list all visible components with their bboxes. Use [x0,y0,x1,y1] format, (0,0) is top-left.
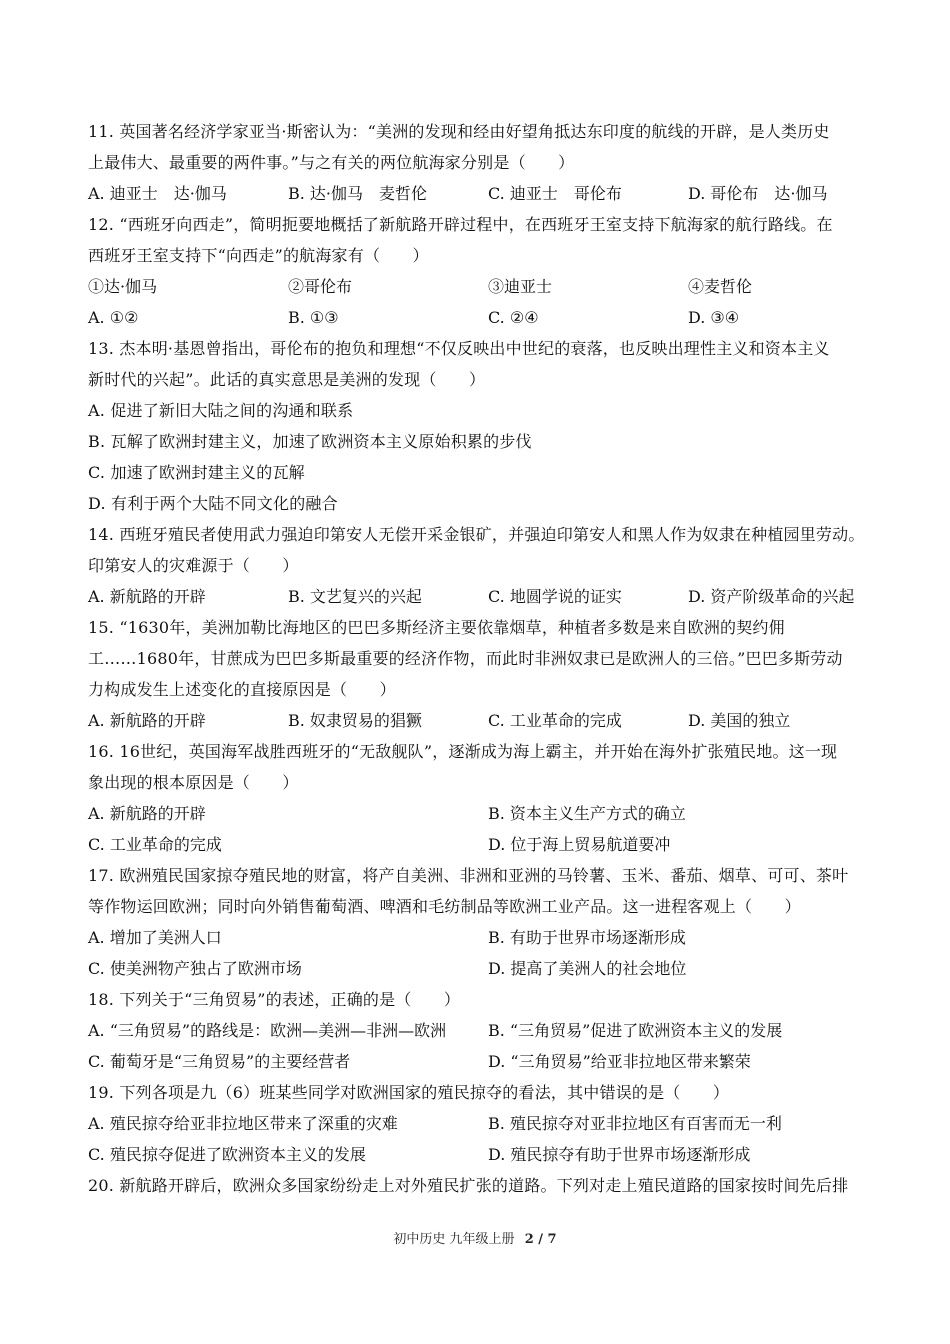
option-b: B. 殖民掠夺对亚非拉地区有百害而无一利 [488,1114,782,1133]
item-4: ④麦哲伦 [688,277,753,296]
option-d: D. 资产阶级革命的兴起 [688,587,855,606]
option-c: C. 加速了欧洲封建主义的瓦解 [88,463,305,482]
option-a: A. 迪亚士 达·伽马 [88,184,227,203]
option-row [88,302,878,333]
option-row [88,922,878,953]
question-19 [88,1077,878,1170]
item-2: ②哥伦布 [288,277,353,296]
option-d: D. 殖民掠夺有助于世界市场逐渐形成 [488,1145,751,1164]
option-row [88,1139,878,1170]
option-b: B. 奴隶贸易的猖獗 [288,711,422,730]
option-a: A. 增加了美洲人口 [88,928,222,947]
question-20 [88,1170,878,1201]
footer-title: 初中历史 九年级上册 [393,1232,515,1247]
question-11 [88,116,878,209]
option-row [88,1015,878,1046]
question-stem: 象出现的根本原因是（ ） [88,773,299,792]
option-c: C. ②④ [488,308,539,327]
option-b: B. 有助于世界市场逐渐形成 [488,928,686,947]
question-stem: 20. 新航路开辟后，欧洲众多国家纷纷走上对外殖民扩张的道路。下列对走上殖民道路的国家按时间先后排 [88,1176,849,1195]
option-a: A. 新航路的开辟 [88,587,206,606]
option-b: B. 瓦解了欧洲封建主义，加速了欧洲资本主义原始积累的步伐 [88,432,532,451]
question-stem: 18. 下列关于“三角贸易”的表述，正确的是（ ） [88,990,461,1009]
page-number: 2 / 7 [524,1232,557,1247]
question-stem: 13. 杰本明·基恩曾指出，哥伦布的抱负和理想“不仅反映出中世纪的衰落，也反映出理性主义和资本主义 [88,339,830,358]
question-12 [88,209,878,333]
option-b: B. 文艺复兴的兴起 [288,587,422,606]
option-b: B. 达·伽马 麦哲伦 [288,184,428,203]
option-d: D. “三角贸易”给亚非拉地区带来繁荣 [488,1052,751,1071]
question-13 [88,333,878,519]
question-stem: 14. 西班牙殖民者使用武力强迫印第安人无偿开采金银矿，并强迫印第安人和黑人作为奴隶在种植园里劳动。 [88,525,865,544]
item-1: ①达·伽马 [88,277,158,296]
question-stem: 16. 16世纪，英国海军战胜西班牙的“无敌舰队”，逐渐成为海上霸主，并开始在海外扩张殖民地。这一现 [88,742,838,761]
option-row [88,1046,878,1077]
option-a: A. 殖民掠夺给亚非拉地区带来了深重的灾难 [88,1114,398,1133]
question-stem: 新时代的兴起”。此话的真实意思是美洲的发现（ ） [88,370,486,389]
option-c: C. 工业革命的完成 [488,711,622,730]
question-stem: 印第安人的灾难源于（ ） [88,556,299,575]
question-18 [88,984,878,1077]
option-d: D. 位于海上贸易航道要冲 [488,835,671,854]
question-stem: 上最伟大、最重要的两件事。”与之有关的两位航海家分别是（ ） [88,153,575,172]
question-stem: 西班牙王室支持下“向西走”的航海家有（ ） [88,246,429,265]
option-c: C. 殖民掠夺促进了欧洲资本主义的发展 [88,1145,366,1164]
question-stem: 力构成发生上述变化的直接原因是（ ） [88,680,396,699]
option-c: C. 工业革命的完成 [88,835,222,854]
option-c: C. 使美洲物产独占了欧洲市场 [88,959,302,978]
question-stem: 15. “1630年，美洲加勒比海地区的巴巴多斯经济主要依靠烟草，种植者多数是来自欧洲的契约佣 [88,618,785,637]
option-row [88,581,878,612]
option-a: A. “三角贸易”的路线是：欧洲—美洲—非洲—欧洲 [88,1021,447,1040]
option-c: C. 葡萄牙是“三角贸易”的主要经营者 [88,1052,351,1071]
question-stem: 工……1680年，甘蔗成为巴巴多斯最重要的经济作物，而此时非洲奴隶已是欧洲人的三倍。”巴巴多斯劳动 [88,649,843,668]
question-stem: 12. “西班牙向西走”，简明扼要地概括了新航路开辟过程中，在西班牙王室支持下航海家的航行路线。在 [88,215,833,234]
question-stem: 11. 英国著名经济学家亚当·斯密认为：“美洲的发现和经由好望角抵达东印度的航线的开辟，是人类历史 [88,122,830,141]
question-stem: 19. 下列各项是九（6）班某些同学对欧洲国家的殖民掠夺的看法，其中错误的是（ ） [88,1083,730,1102]
option-b: B. 资本主义生产方式的确立 [488,804,686,823]
option-d: D. 哥伦布 达·伽马 [688,184,828,203]
option-d: D. 有利于两个大陆不同文化的融合 [88,494,338,513]
question-16 [88,736,878,860]
option-row [88,178,878,209]
option-row [88,953,878,984]
option-b: B. “三角贸易”促进了欧洲资本主义的发展 [488,1021,783,1040]
option-b: B. ①③ [288,308,339,327]
option-d: D. ③④ [688,308,740,327]
option-c: C. 迪亚士 哥伦布 [488,184,622,203]
item-row [88,271,878,302]
option-a: A. 新航路的开辟 [88,804,206,823]
option-row [88,1108,878,1139]
option-row [88,798,878,829]
question-15 [88,612,878,736]
page-footer [0,1228,950,1247]
option-d: D. 提高了美洲人的社会地位 [488,959,687,978]
exam-page [88,116,878,1201]
option-row [88,829,878,860]
option-row [88,705,878,736]
question-stem: 等作物运回欧洲；同时向外销售葡萄酒、啤酒和毛纺制品等欧洲工业产品。这一进程客观上（ ） [88,897,801,916]
option-a: A. ①② [88,308,139,327]
option-a: A. 促进了新旧大陆之间的沟通和联系 [88,401,354,420]
option-a: A. 新航路的开辟 [88,711,206,730]
question-14 [88,519,878,612]
question-17 [88,860,878,984]
option-c: C. 地圆学说的证实 [488,587,622,606]
option-d: D. 美国的独立 [688,711,791,730]
item-3: ③迪亚士 [488,277,553,296]
question-stem: 17. 欧洲殖民国家掠夺殖民地的财富，将产自美洲、非洲和亚洲的马铃薯、玉米、番茄、烟草、可可、茶叶 [88,866,849,885]
